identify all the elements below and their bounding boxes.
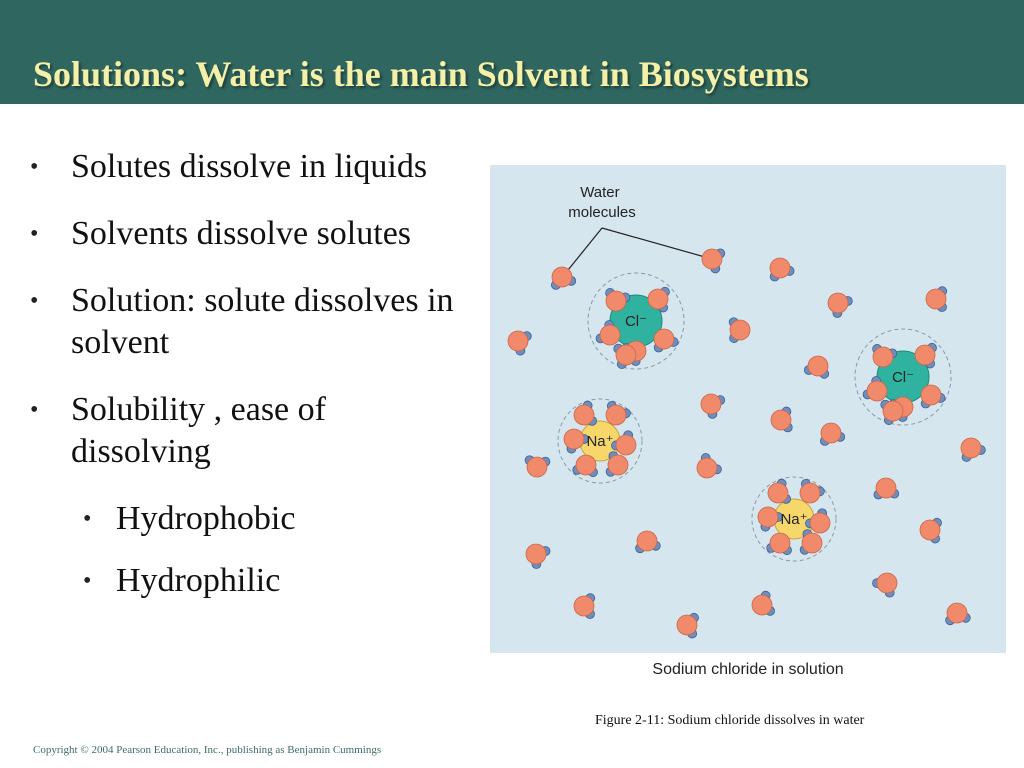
bullet-item xyxy=(30,389,470,473)
slide-title: Solutions: Water is the main Solvent in Biosystems xyxy=(33,54,809,94)
bullet-dot: • xyxy=(30,397,39,423)
sodium-ion-label: Na⁺ xyxy=(586,433,614,450)
figure-reference: Figure 2-11: Sodium chloride dissolves in water xyxy=(595,713,865,728)
bullet-dot: • xyxy=(83,568,92,594)
water-molecules-label: Water molecules xyxy=(568,184,636,221)
bullet-item xyxy=(30,146,470,188)
bullet-list xyxy=(30,146,470,622)
chloride-ion-label: Cl⁻ xyxy=(624,313,648,330)
sodium-ion-label: Na⁺ xyxy=(780,511,808,528)
chloride-ion-label: Cl⁻ xyxy=(891,369,915,386)
figure-background xyxy=(490,165,1006,653)
bullet-text: Solution: solute dissolves in solvent xyxy=(71,282,454,361)
bullet-dot: • xyxy=(30,221,39,247)
sub-bullet-item xyxy=(30,560,470,602)
sub-bullet-item xyxy=(30,498,470,540)
bullet-item xyxy=(30,213,470,255)
bullet-text: Solutes dissolve in liquids xyxy=(71,148,428,185)
bullet-dot: • xyxy=(30,288,39,314)
figure-caption: Sodium chloride in solution xyxy=(652,661,844,678)
sodium-chloride-figure xyxy=(490,165,1006,653)
bullet-item xyxy=(30,280,470,364)
copyright-footer: Copyright © 2004 Pearson Education, Inc., publishing as Benjamin Cummings xyxy=(33,744,382,756)
bullet-text: Solvents dissolve solutes xyxy=(71,215,412,252)
sub-bullet-text: Hydrophobic xyxy=(116,500,296,537)
bullet-dot: • xyxy=(83,506,92,532)
sub-bullet-text: Hydrophilic xyxy=(116,562,281,599)
bullet-dot: • xyxy=(30,154,39,180)
bullet-text: Solubility , ease of dissolving xyxy=(71,391,326,470)
